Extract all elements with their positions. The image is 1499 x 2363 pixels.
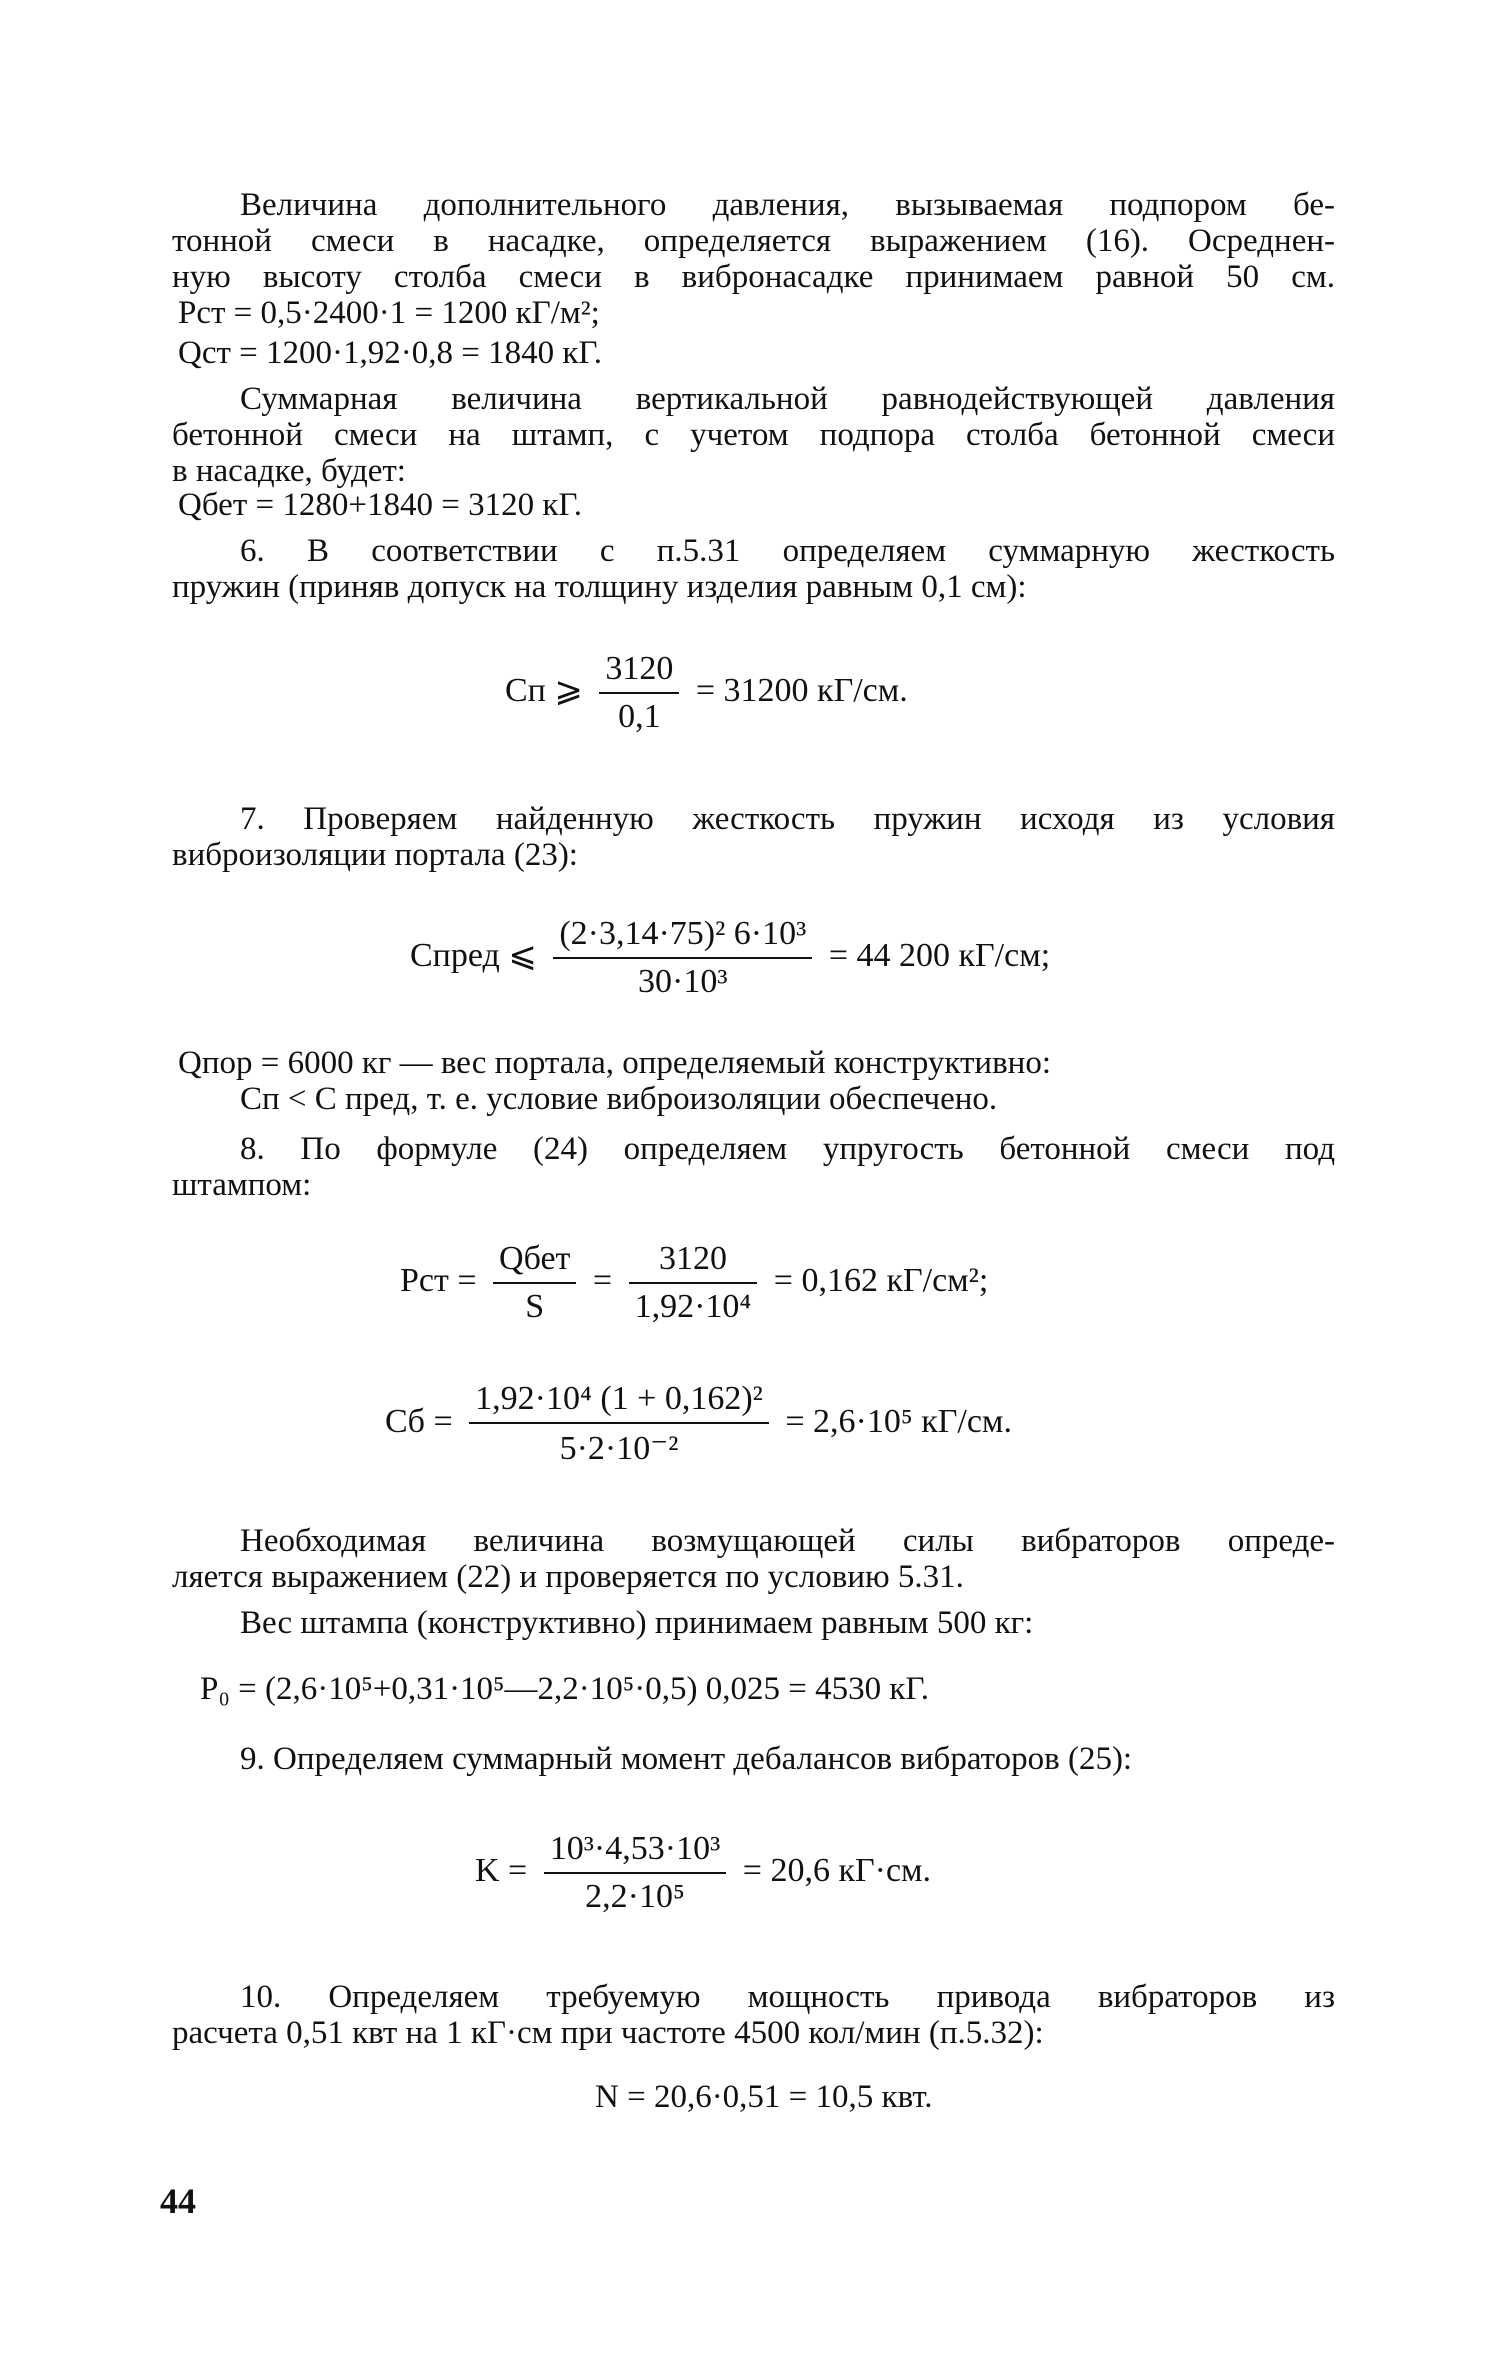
- text-line: ную высоту столба смеси в вибронасадке принимаем равной 50 см.: [172, 259, 1335, 295]
- formula-lhs: K =: [475, 1851, 528, 1889]
- denominator: S: [525, 1288, 545, 1325]
- text-line: 7. Проверяем найденную жесткость пружин исходя из условия: [240, 801, 1335, 837]
- numerator: 3120: [629, 1240, 758, 1284]
- formula-k: [475, 1830, 931, 1916]
- fraction: [629, 1240, 758, 1326]
- text-line: расчета 0,51 квт на 1 кГ·см при частоте 4500 кол/мин (п.5.32):: [172, 2015, 1044, 2051]
- numerator: (2·3,14·75)² 6·10³: [553, 915, 812, 959]
- formula-lhs: Cб =: [385, 1402, 453, 1440]
- formula-cp: [505, 650, 908, 736]
- formula-rhs: = 44 200 кГ/см;: [828, 936, 1051, 974]
- formula-rhs: = 2,6·10⁵ кГ/см.: [785, 1402, 1012, 1440]
- text-line: Qпор = 6000 кг — вес портала, определяемый конструктивно:: [178, 1045, 1051, 1081]
- text-line: ляется выражением (22) и проверяется по условию 5.31.: [172, 1559, 964, 1595]
- text-line: виброизоляции портала (23):: [172, 837, 578, 873]
- numerator: Qбет: [493, 1240, 576, 1284]
- text-line: 10. Определяем требуемую мощность привода вибраторов из: [240, 1979, 1335, 2015]
- text-line: в насадке, будет:: [172, 453, 406, 489]
- denominator: 30·10³: [638, 963, 728, 1000]
- denominator: 1,92·10⁴: [634, 1288, 752, 1325]
- page-number: 44: [160, 2181, 196, 2221]
- formula-pst: [400, 1240, 988, 1326]
- text-line: Суммарная величина вертикальной равнодействующей давления: [240, 381, 1335, 417]
- formula-rhs: = 31200 кГ/см.: [695, 671, 908, 709]
- formula-cpred: [410, 915, 1050, 1001]
- numerator: 1,92·10⁴ (1 + 0,162)²: [469, 1380, 769, 1424]
- formula-lhs: Pст =: [400, 1261, 477, 1299]
- text-line: 9. Определяем суммарный момент дебалансов вибраторов (25):: [240, 1741, 1133, 1777]
- equals-sign: =: [592, 1261, 613, 1299]
- text-line: 8. По формуле (24) определяем упругость бетонной смеси под: [240, 1131, 1335, 1167]
- equation-qst: Qст = 1200·1,92·0,8 = 1840 кГ.: [178, 335, 602, 371]
- text-line: Величина дополнительного давления, вызываемая подпором бе-: [240, 187, 1335, 223]
- formula-rhs: = 0,162 кГ/см²;: [773, 1261, 989, 1299]
- text-line: Вес штампа (конструктивно) принимаем равным 500 кг:: [240, 1605, 1034, 1641]
- fraction: [493, 1240, 576, 1326]
- denominator: 0,1: [618, 698, 661, 735]
- fraction: [599, 650, 679, 736]
- text-line: 6. В соответствии с п.5.31 определяем суммарную жесткость: [240, 533, 1335, 569]
- denominator: 2,2·10⁵: [585, 1878, 685, 1915]
- formula-lhs: Cпред ⩽: [410, 936, 537, 974]
- text-line: пружин (приняв допуск на толщину изделия равным 0,1 см):: [172, 569, 1027, 605]
- equation-qbet: Qбет = 1280+1840 = 3120 кГ.: [178, 487, 582, 523]
- equation-pst: Pст = 0,5·2400·1 = 1200 кГ/м²;: [178, 295, 600, 331]
- formula-rhs: = 20,6 кГ·см.: [742, 1851, 932, 1889]
- equation-n: N = 20,6·0,51 = 10,5 квт.: [595, 2079, 933, 2115]
- fraction: [469, 1380, 769, 1468]
- numerator: 10³·4,53·10³: [544, 1830, 727, 1874]
- numerator: 3120: [599, 650, 679, 694]
- text-line: Cп < C пред, т. е. условие виброизоляции обеспечено.: [240, 1081, 998, 1117]
- fraction: [544, 1830, 727, 1916]
- fraction: [553, 915, 812, 1001]
- text-line: бетонной смеси на штамп, с учетом подпора столба бетонной смеси: [172, 417, 1335, 453]
- denominator: 5·2·10⁻²: [559, 1430, 679, 1467]
- text-line: тонной смеси в насадке, определяется выражением (16). Осреднен-: [172, 223, 1335, 259]
- formula-cb: [385, 1380, 1012, 1468]
- formula-lhs: Cп ⩾: [505, 671, 583, 709]
- text-line: Необходимая величина возмущающей силы вибраторов опреде-: [240, 1523, 1335, 1559]
- equation-pb: P₀ = (2,6·10⁵+0,31·10⁵—2,2·10⁵·0,5) 0,025 = 4530 кГ.: [200, 1671, 930, 1707]
- text-line: штампом:: [172, 1167, 312, 1203]
